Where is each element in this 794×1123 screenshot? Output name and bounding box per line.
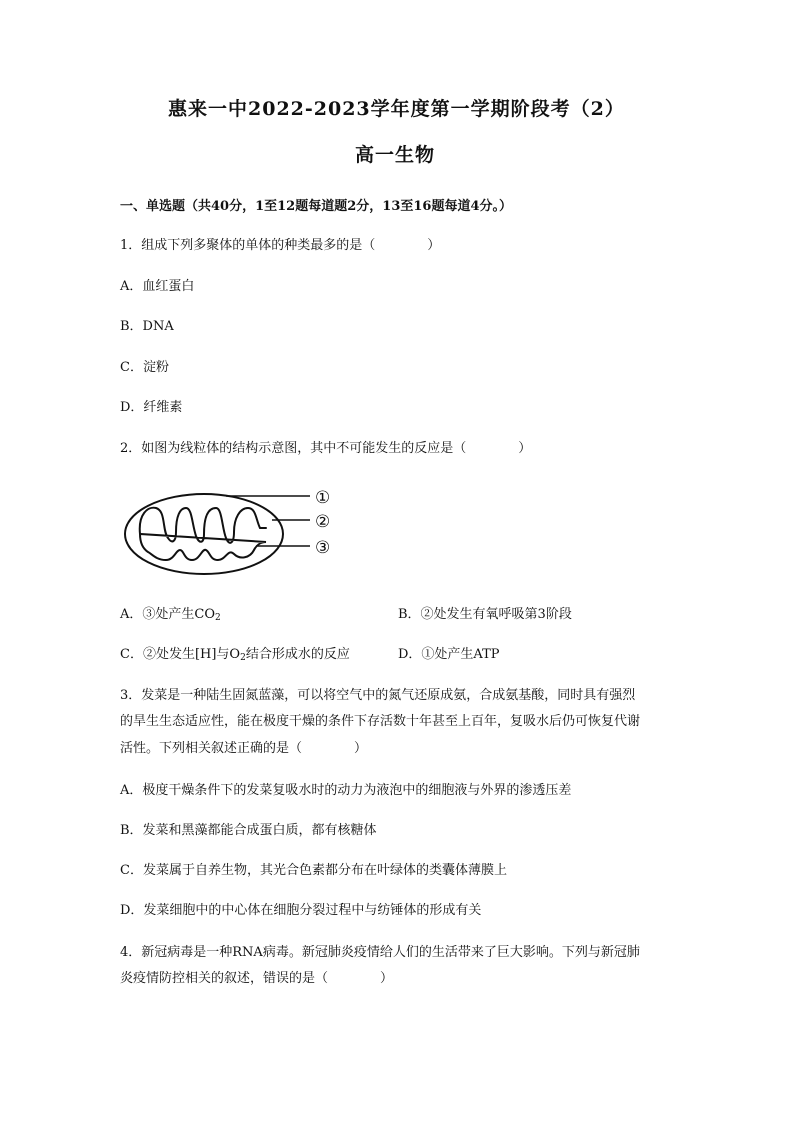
diagram-label-3: ③ — [315, 538, 331, 558]
diagram-label-1: ① — [315, 488, 331, 508]
question-3-option-a: A．极度干燥条件下的发菜复吸水时的动力为液泡中的细胞液与外界的渗透压差 — [120, 783, 572, 798]
exam-title: 惠来一中2022-2023学年度第一学期阶段考（2） — [168, 98, 625, 120]
question-1-stem: 1．组成下列多聚体的单体的种类最多的是（ ） — [120, 238, 441, 253]
question-3-option-b: B．发菜和黑藻都能合成蛋白质，都有核糖体 — [120, 823, 377, 838]
question-2-stem: 2．如图为线粒体的结构示意图，其中不可能发生的反应是（ ） — [120, 441, 532, 456]
question-2-option-c: C．②处发生[H]与$O_2$结合形成水的反应 — [120, 647, 350, 663]
question-4-stem-line-2: 炎疫情防控相关的叙述，错误的是（ ） — [120, 971, 394, 986]
question-3-option-c: C．发菜属于自养生物，其光合色素都分布在叶绿体的类囊体薄膜上 — [120, 863, 507, 878]
question-1-option-a: A．血红蛋白 — [120, 279, 195, 294]
question-1-option-c: C．淀粉 — [120, 360, 169, 375]
exam-subtitle: 高一生物 — [355, 144, 436, 166]
question-3-stem-line-3: 活性。下列相关叙述正确的是（ ） — [120, 741, 368, 756]
question-3-stem-line-1: 3．发菜是一种陆生固氮蓝藻，可以将空气中的氮气还原成氨，合成氨基酸，同时具有强烈 — [120, 688, 636, 703]
mitochondrion-diagram — [122, 484, 352, 582]
mitochondrion-cristae — [140, 508, 266, 560]
question-1-option-b: B．DNA — [120, 319, 174, 334]
question-2-option-d: D．①处产生ATP — [398, 647, 500, 662]
question-4-stem-line-1: 4．新冠病毒是一种RNA病毒。新冠肺炎疫情给人们的生活带来了巨大影响。下列与新冠肺 — [120, 945, 640, 960]
question-3-option-d: D．发菜细胞中的中心体在细胞分裂过程中与纺锤体的形成有关 — [120, 903, 482, 918]
question-2-option-b: B．②处发生有氧呼吸第3阶段 — [398, 607, 572, 622]
question-3-stem-line-2: 的旱生生态适应性，能在极度干燥的条件下存活数十年甚至上百年，复吸水后仍可恢复代谢 — [120, 714, 641, 729]
question-1-option-d: D．纤维素 — [120, 400, 183, 415]
question-2-option-a: A．③处产生$CO_2$ — [120, 607, 221, 623]
diagram-label-2: ② — [315, 512, 331, 532]
section-heading: 一、单选题（共40分，1至12题每道题2分，13至16题每道4分。） — [120, 199, 512, 214]
